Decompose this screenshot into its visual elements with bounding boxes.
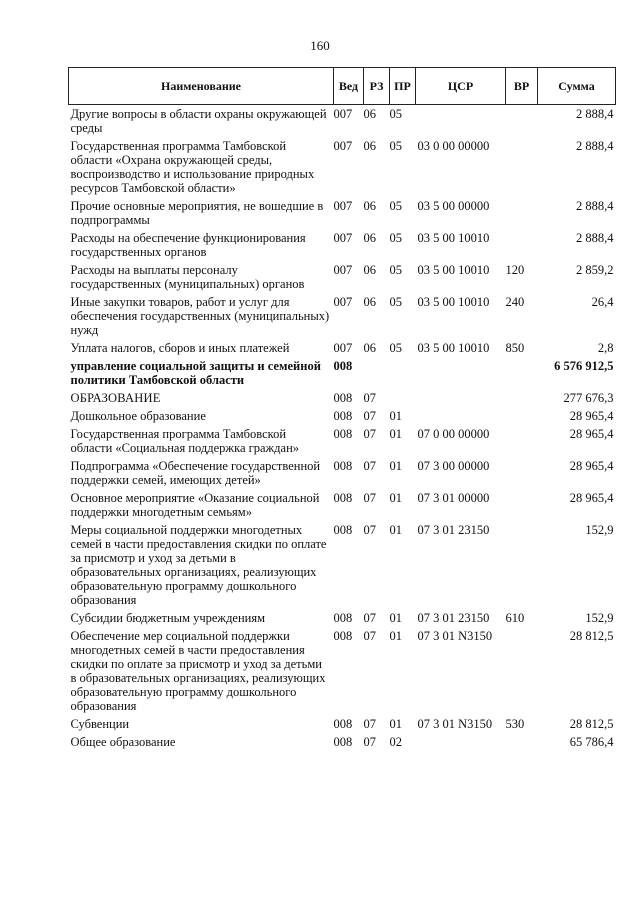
row-vr: 120 — [505, 263, 525, 277]
table-row — [69, 137, 616, 197]
row-pr — [390, 357, 416, 389]
row-csr — [416, 357, 506, 389]
row-name: Уплата налогов, сборов и иных платежей — [70, 341, 290, 355]
row-ved: 007 — [333, 199, 353, 213]
row-name: управление социальной защиты и семейной политики Тамбовской области — [70, 359, 321, 387]
row-csr: 07 3 01 23150 — [417, 523, 490, 537]
row-name: Государственная программа Тамбовской области «Социальная поддержка граждан» — [70, 427, 300, 455]
row-sum: 28 812,5 — [569, 629, 614, 643]
row-ved: 008 — [333, 427, 353, 441]
row-ved: 008 — [333, 523, 353, 537]
table-row — [69, 609, 616, 627]
row-ved: 007 — [333, 107, 353, 121]
row-vr: 610 — [505, 611, 525, 625]
row-sum: 152,9 — [585, 611, 614, 625]
row-vr: 240 — [505, 295, 525, 309]
header-sum: Сумма — [538, 68, 616, 105]
row-pr: 05 — [389, 139, 402, 153]
table-header — [69, 68, 616, 105]
header-pr: ПР — [390, 68, 416, 105]
row-ved: 007 — [333, 295, 353, 309]
row-pr: 01 — [389, 427, 402, 441]
row-sum: 28 965,4 — [569, 427, 614, 441]
row-pr: 05 — [389, 107, 402, 121]
row-rz: 06 — [363, 231, 376, 245]
row-sum: 28 965,4 — [569, 459, 614, 473]
row-sum: 277 676,3 — [563, 391, 614, 405]
table-row — [69, 197, 616, 229]
row-name: Субвенции — [70, 717, 130, 731]
row-rz: 06 — [363, 107, 376, 121]
row-name: Общее образование — [70, 735, 176, 749]
row-ved: 008 — [333, 409, 353, 423]
row-csr — [416, 407, 506, 425]
row-sum: 2 859,2 — [576, 263, 614, 277]
row-pr: 05 — [389, 341, 402, 355]
row-sum: 2 888,4 — [576, 199, 614, 213]
row-csr: 03 0 00 00000 — [417, 139, 490, 153]
row-name: ОБРАЗОВАНИЕ — [70, 391, 161, 405]
row-vr — [506, 457, 538, 489]
table-row — [69, 105, 616, 138]
table-row — [69, 715, 616, 733]
table-row — [69, 521, 616, 609]
row-csr: 03 5 00 10010 — [417, 341, 490, 355]
row-rz: 06 — [363, 295, 376, 309]
row-csr — [416, 105, 506, 138]
row-rz: 07 — [363, 611, 376, 625]
row-csr: 03 5 00 10010 — [417, 263, 490, 277]
table-body — [69, 105, 616, 752]
row-vr: 850 — [505, 341, 525, 355]
row-vr — [506, 627, 538, 715]
row-vr — [506, 733, 538, 751]
row-pr: 05 — [389, 295, 402, 309]
table-row — [69, 733, 616, 751]
row-pr: 02 — [389, 735, 402, 749]
row-sum: 28 812,5 — [569, 717, 614, 731]
row-sum: 152,9 — [585, 523, 614, 537]
table-row — [69, 261, 616, 293]
row-vr: 530 — [505, 717, 525, 731]
row-sum: 2 888,4 — [576, 231, 614, 245]
row-sum: 2 888,4 — [576, 139, 614, 153]
row-rz: 07 — [363, 735, 376, 749]
row-ved: 008 — [333, 391, 353, 405]
row-vr — [506, 105, 538, 138]
row-sum: 2 888,4 — [576, 107, 614, 121]
header-vr: ВР — [506, 68, 538, 105]
row-name: Дошкольное образование — [70, 409, 206, 423]
row-rz: 06 — [363, 263, 376, 277]
row-name: Основное мероприятие «Оказание социальной поддержки многодетным семьям» — [70, 491, 320, 519]
row-vr — [506, 389, 538, 407]
header-ved: Вед — [334, 68, 364, 105]
table-row — [69, 339, 616, 357]
row-csr: 03 5 00 10010 — [417, 295, 490, 309]
row-vr — [506, 229, 538, 261]
row-rz: 07 — [363, 427, 376, 441]
header-rz: РЗ — [364, 68, 390, 105]
row-csr: 07 3 01 N3150 — [417, 629, 493, 643]
row-vr — [506, 425, 538, 457]
row-ved: 008 — [333, 629, 353, 643]
row-ved: 008 — [333, 735, 353, 749]
table-row-section — [69, 389, 616, 407]
row-rz — [364, 357, 390, 389]
table-row — [69, 293, 616, 339]
row-rz: 06 — [363, 341, 376, 355]
table-row — [69, 627, 616, 715]
row-ved: 007 — [333, 231, 353, 245]
row-sum: 28 965,4 — [569, 409, 614, 423]
row-sum: 6 576 912,5 — [554, 359, 614, 373]
row-pr: 01 — [389, 409, 402, 423]
row-name: Государственная программа Тамбовской области «Охрана окружающей среды, воспроизводство и использование природных ресурсов Тамбовской области» — [70, 139, 315, 195]
row-csr — [416, 733, 506, 751]
row-csr: 07 3 00 00000 — [417, 459, 490, 473]
row-ved: 008 — [333, 459, 353, 473]
row-sum: 2,8 — [597, 341, 614, 355]
row-name: Прочие основные мероприятия, не вошедшие в подпрограммы — [70, 199, 324, 227]
row-ved: 008 — [333, 717, 353, 731]
row-csr: 07 3 01 00000 — [417, 491, 490, 505]
row-name: Меры социальной поддержки многодетных семей в части предоставления скидки по оплате за присмотр и уход за детьми в образовательных организациях, реализующих образовательную программу дошкольного образования — [70, 523, 327, 607]
row-pr: 01 — [389, 717, 402, 731]
page-number: 160 — [310, 38, 330, 53]
row-pr: 05 — [389, 199, 402, 213]
row-pr: 05 — [389, 263, 402, 277]
row-name: Иные закупки товаров, работ и услуг для обеспечения государственных (муниципальных) нужд — [70, 295, 330, 337]
row-csr: 07 3 01 N3150 — [417, 717, 493, 731]
row-name: Обеспечение мер социальной поддержки многодетных семей в части предоставления скидки по оплате за присмотр и уход за детьми в образовательных организациях, реализующих образовательную программу дошкольного образования — [70, 629, 326, 713]
table-row — [69, 407, 616, 425]
row-name: Субсидии бюджетным учреждениям — [70, 611, 266, 625]
table-row — [69, 229, 616, 261]
row-ved: 008 — [333, 359, 353, 373]
row-rz: 06 — [363, 139, 376, 153]
row-name: Подпрограмма «Обеспечение государственной поддержки семей, имеющих детей» — [70, 459, 321, 487]
row-csr: 03 5 00 10010 — [417, 231, 490, 245]
row-name: Другие вопросы в области охраны окружающей среды — [70, 107, 327, 135]
row-vr — [506, 407, 538, 425]
row-vr — [506, 137, 538, 197]
row-pr: 05 — [389, 231, 402, 245]
row-pr: 01 — [389, 611, 402, 625]
row-csr: 03 5 00 00000 — [417, 199, 490, 213]
row-rz: 07 — [363, 391, 376, 405]
row-pr — [390, 389, 416, 407]
row-vr — [506, 197, 538, 229]
row-ved: 008 — [333, 611, 353, 625]
row-sum: 28 965,4 — [569, 491, 614, 505]
row-rz: 07 — [363, 717, 376, 731]
row-csr: 07 0 00 00000 — [417, 427, 490, 441]
header-name: Наименование — [69, 68, 334, 105]
row-ved: 007 — [333, 341, 353, 355]
row-vr — [506, 489, 538, 521]
row-rz: 07 — [363, 523, 376, 537]
row-csr — [416, 389, 506, 407]
row-sum: 65 786,4 — [569, 735, 614, 749]
row-ved: 008 — [333, 491, 353, 505]
table-row — [69, 489, 616, 521]
row-rz: 07 — [363, 459, 376, 473]
row-pr: 01 — [389, 491, 402, 505]
row-name: Расходы на выплаты персоналу государственных (муниципальных) органов — [70, 263, 305, 291]
row-rz: 07 — [363, 491, 376, 505]
row-sum: 26,4 — [591, 295, 614, 309]
header-csr: ЦСР — [416, 68, 506, 105]
row-csr: 07 3 01 23150 — [417, 611, 490, 625]
table-row — [69, 457, 616, 489]
row-vr — [506, 521, 538, 609]
table-row — [69, 425, 616, 457]
row-name: Расходы на обеспечение функционирования государственных органов — [70, 231, 306, 259]
budget-table — [68, 67, 616, 751]
table-row-department — [69, 357, 616, 389]
row-ved: 007 — [333, 263, 353, 277]
row-pr: 01 — [389, 523, 402, 537]
row-pr: 01 — [389, 459, 402, 473]
row-pr: 01 — [389, 629, 402, 643]
row-rz: 07 — [363, 629, 376, 643]
row-ved: 007 — [333, 139, 353, 153]
row-rz: 06 — [363, 199, 376, 213]
row-vr — [506, 357, 538, 389]
row-rz: 07 — [363, 409, 376, 423]
